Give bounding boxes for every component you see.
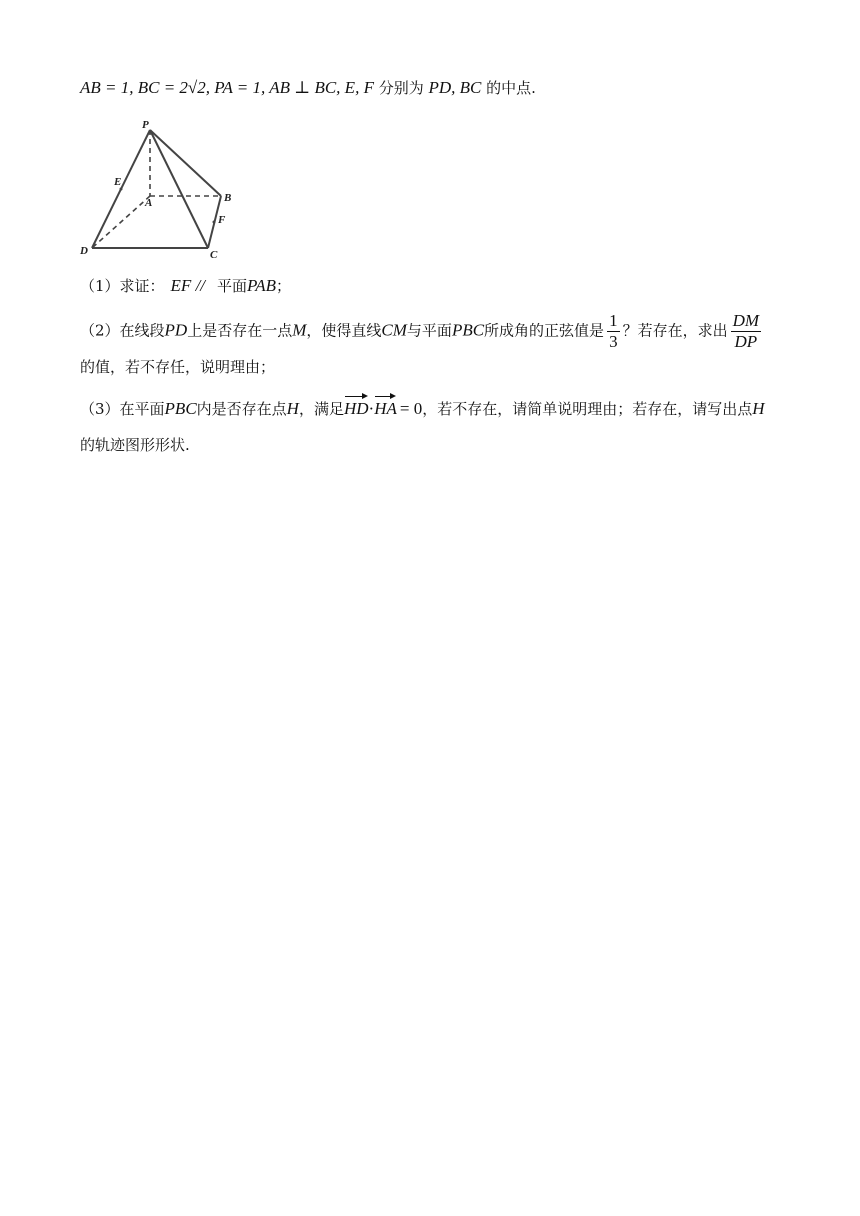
given-line (80, 76, 780, 100)
q3-text-3: ，若不存在，请简单说明理由；若存在，请写出点 (422, 400, 753, 418)
q3-number: （3）在平面 (80, 400, 165, 418)
q1-expression: EF // (170, 276, 206, 295)
q2-ratio-denominator: DP (734, 332, 758, 351)
q2-line-2-text: 的值，若不存任，说明理由； (80, 358, 276, 376)
q2-line: CM (381, 320, 407, 340)
q2-text-5: ？若存在，求出 (622, 321, 728, 340)
given-text: 分别为 (373, 79, 429, 97)
q2-ratio-numerator: DM (732, 311, 760, 330)
pyramid-figure (76, 112, 246, 262)
q3-text-1: 内是否存在点 (196, 400, 287, 418)
q3-line-2-text: 的轨迹图形形状. (80, 436, 190, 454)
q2-fraction-one-third (607, 312, 620, 351)
q3-vector-hd: HD (344, 393, 369, 421)
q2-text-4: 所成角的正弦值是 (484, 321, 605, 340)
q2-text-2: ，使得直线 (306, 321, 382, 340)
label-D: D (80, 245, 88, 257)
q3-plane: PBC (164, 399, 197, 418)
q2-fraction-numerator: 1 (609, 311, 618, 330)
q2-text-3: 与平面 (406, 321, 452, 340)
q3-text-2: ，满足 (298, 400, 344, 418)
q2-text-1: 上是否存在一点 (187, 321, 293, 340)
q2-ratio-fraction (731, 312, 761, 351)
label-C: C (210, 249, 218, 261)
question-3 (80, 393, 780, 421)
edge-PB (150, 130, 221, 196)
q3-point-h-2: H (752, 399, 765, 418)
q3-dot: · (368, 399, 375, 418)
question-3-line-2 (80, 433, 780, 457)
q1-plane-name: PAB (247, 276, 276, 295)
q1-plane-word: 平面 (217, 277, 248, 295)
given-expression: AB = 1, BC = 2√2, PA = 1, AB ⊥ BC, E, F (80, 78, 374, 97)
edge-AD-hidden (92, 196, 153, 248)
q2-plane: PBC (451, 320, 485, 340)
q3-vector-ha: HA (374, 393, 397, 421)
q2-segment: PD (164, 320, 188, 340)
label-B: B (224, 192, 232, 204)
q2-fraction-denominator: 3 (609, 332, 618, 351)
point-F-mark (213, 221, 216, 224)
edge-PC (150, 130, 208, 248)
label-A: A (145, 197, 153, 209)
question-1 (80, 274, 780, 298)
label-P: P (142, 119, 149, 131)
q1-end: ； (276, 277, 292, 295)
q3-equals-zero: = 0 (399, 399, 423, 418)
q1-number: （1）求证： (80, 277, 165, 295)
q2-point-m: M (292, 320, 307, 340)
given-tail: 的中点. (481, 79, 536, 97)
question-2-line-2 (80, 355, 780, 379)
given-points: PD, BC (428, 78, 482, 97)
label-F: F (218, 214, 226, 226)
question-2 (80, 311, 780, 351)
q3-point-h: H (286, 399, 299, 418)
q2-number: （2）在线段 (80, 321, 165, 340)
label-E: E (114, 176, 122, 188)
